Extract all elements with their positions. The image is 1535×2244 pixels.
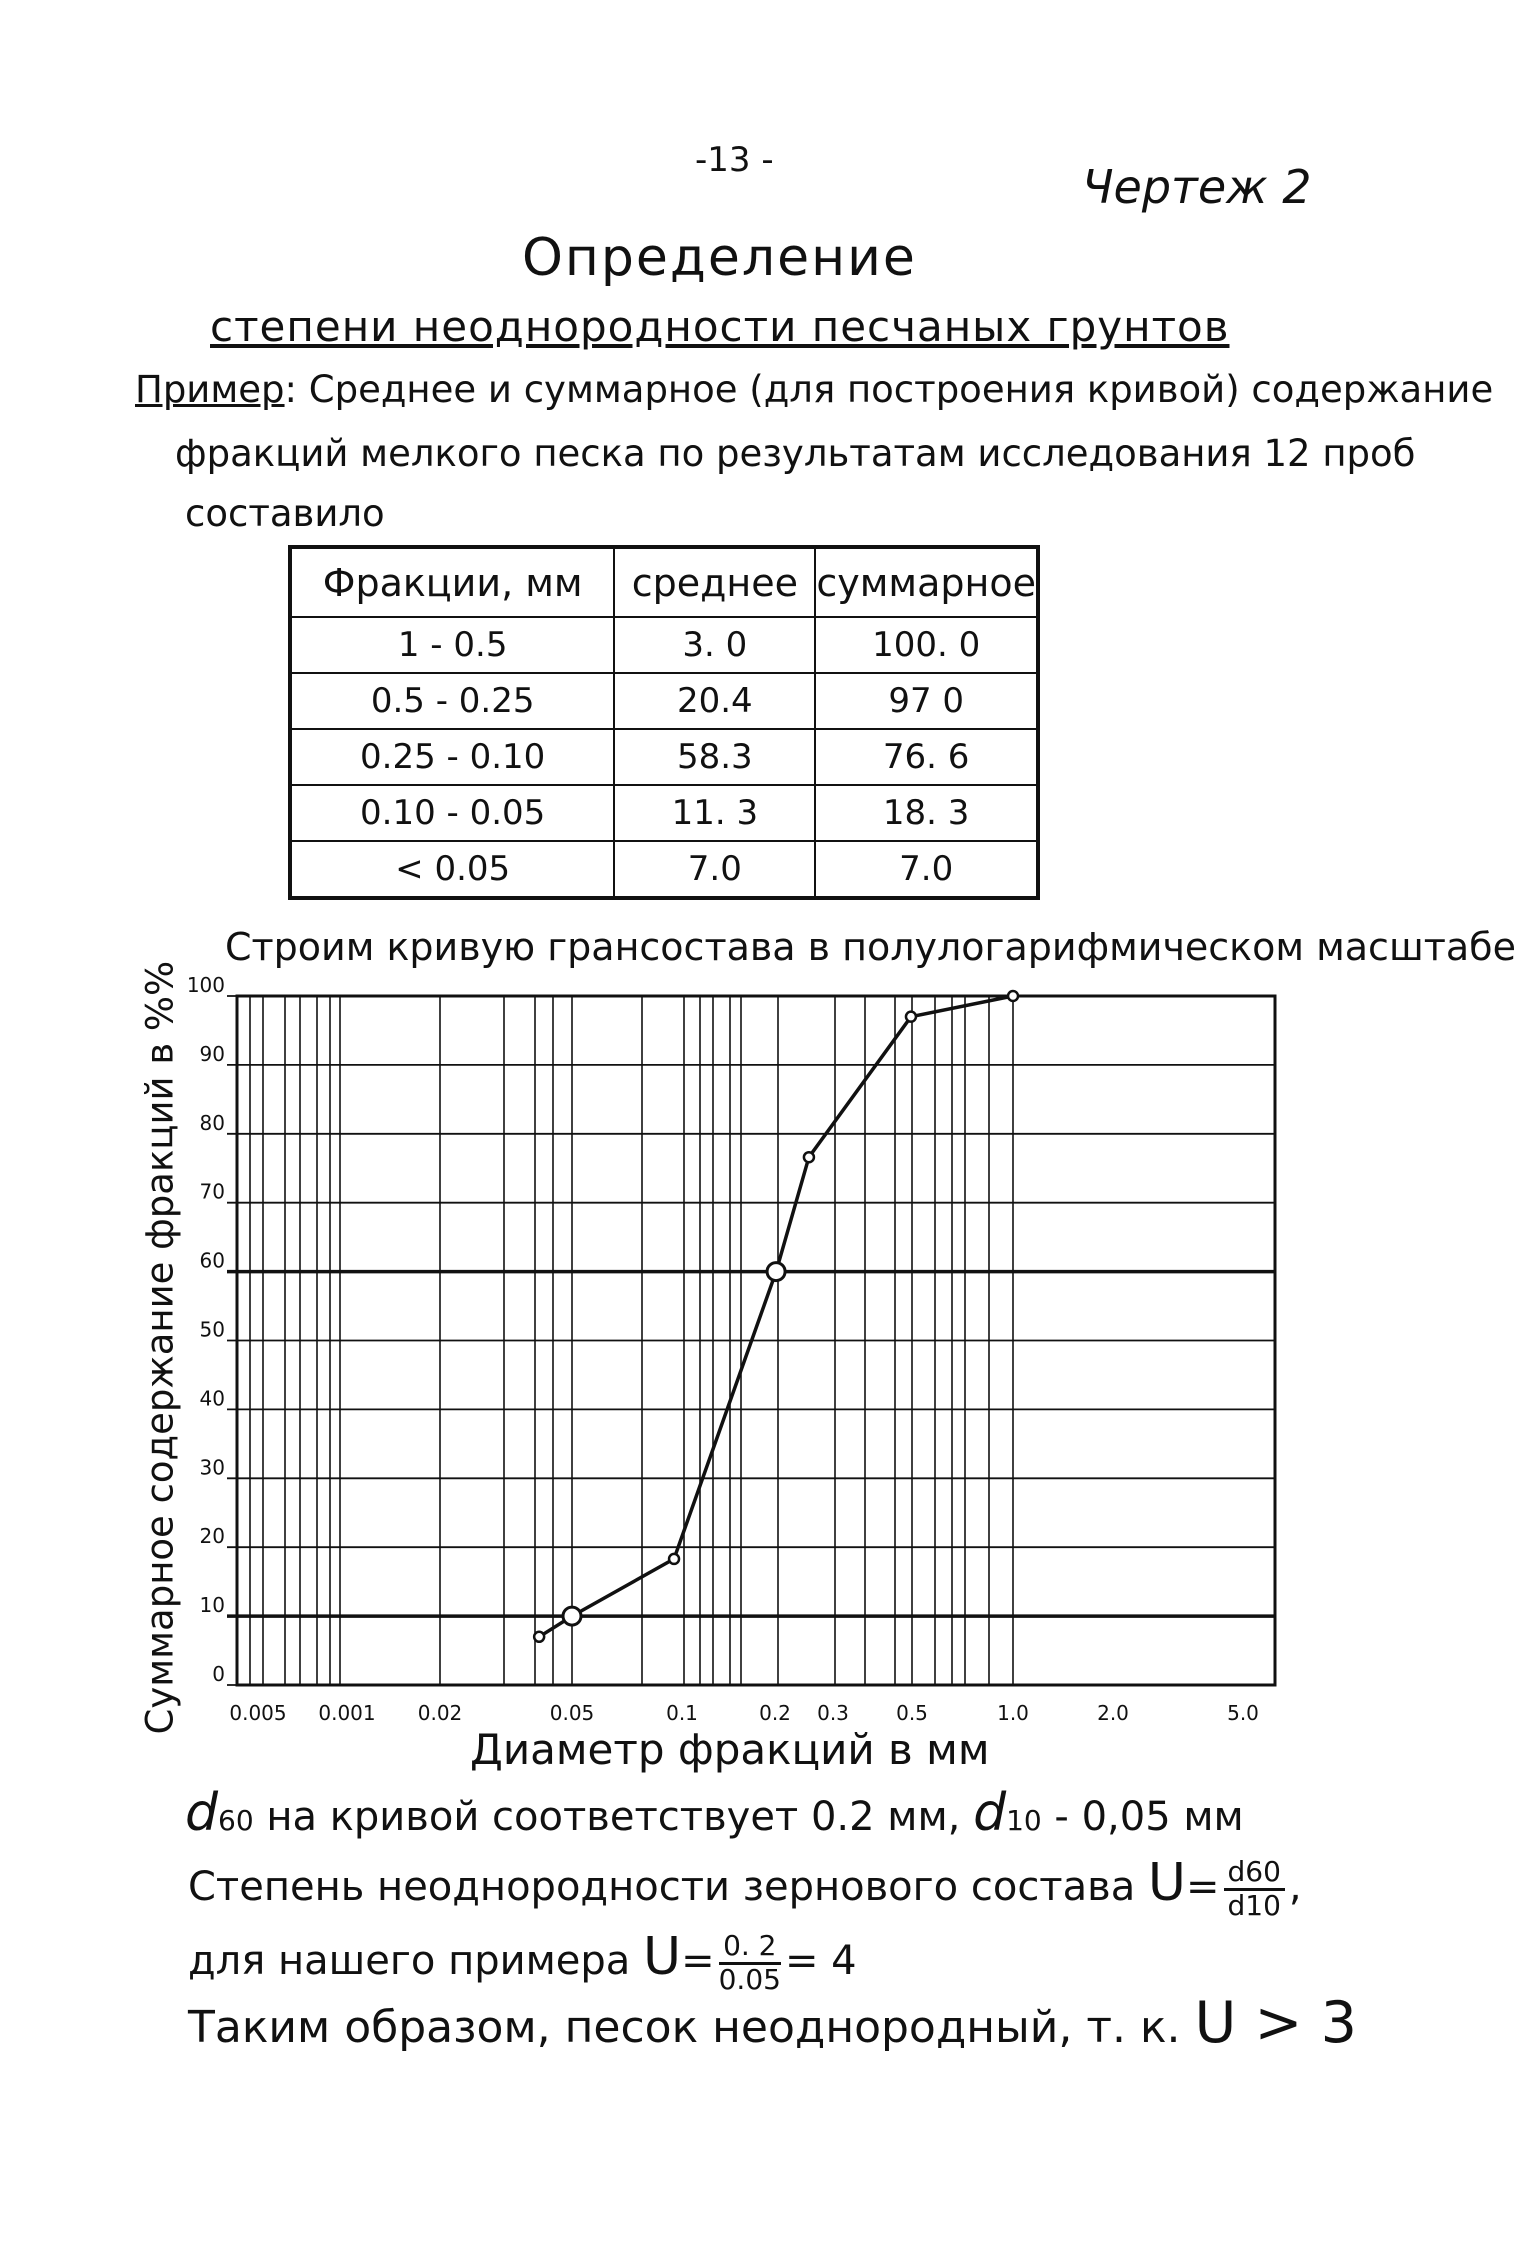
marked-point bbox=[563, 1607, 581, 1625]
x-axis-label: Диаметр фракций в мм bbox=[470, 1725, 990, 1774]
table-cell-average: 11. 3 bbox=[614, 785, 815, 841]
y-tick-label: 40 bbox=[199, 1386, 225, 1411]
x-tick-label: 0.02 bbox=[417, 1701, 463, 1725]
example-calculation-line bbox=[188, 1927, 857, 1995]
page-number: -13 - bbox=[695, 140, 774, 180]
calc-u-symbol: U bbox=[643, 1927, 682, 1987]
d60-symbol: d bbox=[185, 1783, 219, 1843]
table-cell-fraction: 0.5 - 0.25 bbox=[290, 673, 614, 729]
y-tick-label: 90 bbox=[199, 1041, 225, 1066]
table-header-cumulative: суммарное bbox=[815, 547, 1038, 617]
table-header-average: среднее bbox=[614, 547, 815, 617]
y-tick-label: 50 bbox=[199, 1317, 225, 1342]
x-tick-label: 0.005 bbox=[229, 1701, 287, 1725]
table-cell-fraction: 0.10 - 0.05 bbox=[290, 785, 614, 841]
u-formula-text: Степень неоднородности зернового состава bbox=[188, 1864, 1148, 1910]
y-tick-label: 80 bbox=[199, 1110, 225, 1135]
table-cell-average: 58.3 bbox=[614, 729, 815, 785]
table-cell-fraction: < 0.05 bbox=[290, 841, 614, 898]
u-equals: = bbox=[1185, 1864, 1220, 1910]
data-point bbox=[906, 1012, 916, 1022]
table-cell-fraction: 1 - 0.5 bbox=[290, 617, 614, 673]
table-cell-average: 3. 0 bbox=[614, 617, 815, 673]
d60-text: на кривой соответствует 0.2 мм, bbox=[253, 1794, 974, 1840]
table-cell-cumulative: 7.0 bbox=[815, 841, 1038, 898]
table-cell-average: 7.0 bbox=[614, 841, 815, 898]
example-line-3: составило bbox=[185, 492, 385, 535]
x-tick-label: 0.3 bbox=[817, 1701, 849, 1725]
y-tick-label: 10 bbox=[199, 1593, 225, 1618]
chart-heading: Строим кривую грансостава в полулогарифмическом масштабе bbox=[225, 925, 1516, 969]
x-tick-label: 5.0 bbox=[1227, 1701, 1259, 1725]
y-axis-label: Суммарное содержание фракций в %% bbox=[138, 960, 182, 1735]
calc-numerator: 0. 2 bbox=[719, 1931, 781, 1965]
data-point bbox=[804, 1152, 814, 1162]
document-title: Определение bbox=[522, 228, 917, 288]
table-cell-cumulative: 76. 6 bbox=[815, 729, 1038, 785]
data-line bbox=[539, 996, 1013, 1637]
calc-text: для нашего примера bbox=[188, 1938, 644, 1984]
d-values-line bbox=[185, 1783, 1244, 1843]
calc-equals: = bbox=[681, 1938, 715, 1984]
example-line-2: фракций мелкого песка по результатам исследования 12 проб bbox=[175, 432, 1416, 475]
table-cell-average: 20.4 bbox=[614, 673, 815, 729]
chart-ticks bbox=[187, 973, 1259, 1725]
u-fraction bbox=[1224, 1854, 1285, 1922]
table-cell-cumulative: 18. 3 bbox=[815, 785, 1038, 841]
u-comma: , bbox=[1288, 1864, 1302, 1910]
calc-denominator: 0.05 bbox=[718, 1962, 781, 1996]
data-point bbox=[534, 1632, 544, 1642]
y-tick-label: 60 bbox=[199, 1248, 225, 1273]
marked-point bbox=[767, 1263, 785, 1281]
conclusion-formula: U > 3 bbox=[1194, 1990, 1358, 2056]
d10-symbol: d bbox=[973, 1783, 1007, 1843]
u-symbol: U bbox=[1147, 1853, 1186, 1913]
y-tick-label: 30 bbox=[199, 1455, 225, 1480]
x-tick-label: 1.0 bbox=[997, 1701, 1029, 1725]
x-tick-label: 0.05 bbox=[549, 1701, 595, 1725]
data-point bbox=[669, 1554, 679, 1564]
calc-result: = 4 bbox=[784, 1938, 857, 1984]
y-tick-label: 100 bbox=[186, 973, 225, 997]
data-point bbox=[1008, 991, 1018, 1001]
chart-series bbox=[534, 991, 1018, 1642]
x-tick-label: 0.5 bbox=[896, 1701, 928, 1725]
y-tick-label: 0 bbox=[212, 1662, 225, 1686]
table-cell-cumulative: 100. 0 bbox=[815, 617, 1038, 673]
d10-subscript: 10 bbox=[1006, 1804, 1042, 1837]
conclusion-line bbox=[188, 1990, 1357, 2056]
y-tick-label: 20 bbox=[199, 1524, 225, 1549]
table-header-fractions: Фракции, мм bbox=[290, 547, 614, 617]
u-numerator: d60 bbox=[1224, 1857, 1285, 1891]
x-tick-label: 0.2 bbox=[759, 1701, 791, 1725]
d60-subscript: 60 bbox=[218, 1804, 254, 1837]
conclusion-text: Таким образом, песок неоднородный, т. к. bbox=[188, 2002, 1195, 2053]
table-cell-cumulative: 97 0 bbox=[815, 673, 1038, 729]
document-subtitle: степени неоднородности песчаных грунтов bbox=[210, 302, 1230, 351]
u-denominator: d10 bbox=[1227, 1888, 1281, 1922]
table-cell-fraction: 0.25 - 0.10 bbox=[290, 729, 614, 785]
x-tick-label: 0.1 bbox=[666, 1701, 698, 1725]
y-tick-label: 70 bbox=[199, 1179, 225, 1204]
x-tick-label: 0.001 bbox=[318, 1701, 376, 1725]
u-formula-line bbox=[188, 1853, 1302, 1921]
d10-value: - 0,05 мм bbox=[1041, 1794, 1244, 1840]
drawing-label: Чертеж 2 bbox=[1082, 160, 1312, 214]
example-label: Пример bbox=[135, 368, 285, 411]
calc-fraction bbox=[718, 1928, 781, 1996]
example-line-1-text: : Среднее и суммарное (для построения кривой) содержание bbox=[284, 368, 1494, 411]
x-tick-label: 2.0 bbox=[1097, 1701, 1129, 1725]
